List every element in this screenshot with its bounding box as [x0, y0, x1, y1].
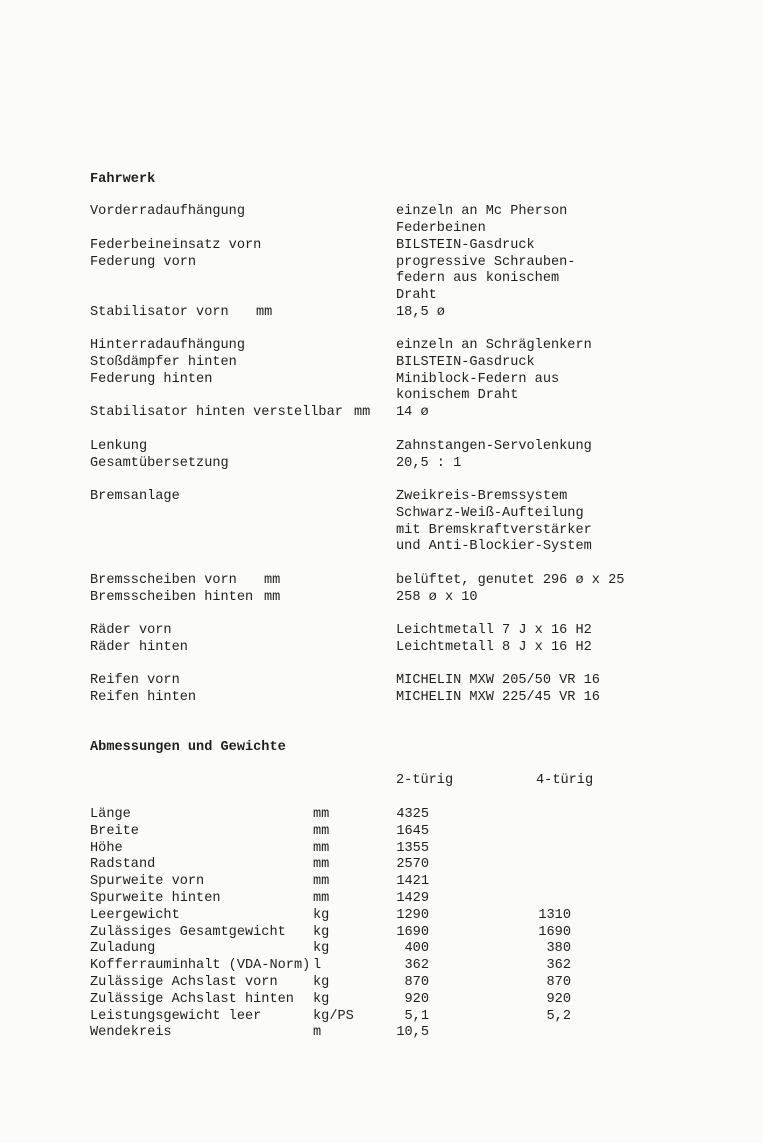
dimension-unit: mm [313, 840, 330, 856]
dimension-label: Länge [90, 807, 131, 822]
dimension-unit: mm [313, 807, 330, 822]
section-heading-fahrwerk: Fahrwerk [90, 172, 156, 187]
spec-value: Federbeinen [396, 221, 486, 236]
spec-value: einzeln an Schräglenkern [396, 338, 592, 353]
spec-value: 18,5 ø [396, 305, 445, 320]
spec-value: belüftet, genutet 296 ø x 25 [396, 573, 625, 588]
spec-value: konischem Draht [396, 388, 519, 403]
dimension-value-2door: 1355 [396, 840, 429, 856]
dimension-label: Zulässiges Gesamtgewicht [90, 924, 286, 940]
spec-label: Stabilisator vorn [90, 305, 229, 320]
spec-value: Schwarz-Weiß-Aufteilung [396, 506, 584, 521]
dimension-value-2door: 920 [404, 991, 429, 1007]
dimension-value-2door: 1429 [396, 891, 429, 906]
spec-value: 20,5 : 1 [396, 456, 462, 471]
dimension-label: Zuladung [90, 941, 156, 957]
spec-label: Federung hinten [90, 372, 213, 387]
dimension-label: Spurweite hinten [90, 891, 221, 906]
dimension-value-4door: 1690 [538, 924, 571, 940]
spec-label: Stabilisator hinten verstellbar [90, 405, 343, 420]
spec-label: Räder hinten [90, 640, 188, 655]
dimension-unit: mm [313, 874, 330, 890]
spec-value: federn aus konischem [396, 271, 560, 286]
dimension-unit: mm [313, 857, 330, 873]
spec-value: MICHELIN MXW 205/50 VR 16 [396, 673, 600, 688]
spec-label: Reifen hinten [90, 690, 197, 705]
spec-value: einzeln an Mc Pherson [396, 204, 568, 219]
spec-label: Bremsanlage [90, 489, 180, 504]
dimension-value-4door: 362 [546, 958, 571, 974]
spec-label: Lenkung [90, 439, 148, 454]
spec-value: 258 ø x 10 [396, 590, 478, 605]
dimension-label: Wendekreis [90, 1025, 172, 1041]
dimension-unit: l [313, 958, 322, 974]
spec-label: Bremsscheiben hinten [90, 590, 254, 605]
dimension-label: Spurweite vorn [90, 874, 205, 890]
spec-label: Bremsscheiben vorn [90, 573, 237, 588]
column-header-2door: 2-türig [396, 773, 454, 788]
spec-label: Federung vorn [90, 255, 197, 270]
spec-value: Leichtmetall 8 J x 16 H2 [396, 640, 592, 655]
dimension-unit: mm [313, 823, 330, 839]
dimension-label: Breite [90, 823, 139, 839]
dimension-value-2door: 5,1 [404, 1008, 429, 1024]
dimension-unit: kg [313, 991, 330, 1007]
dimension-label: Kofferrauminhalt (VDA-Norm) [90, 958, 311, 974]
spec-label: Federbeineinsatz vorn [90, 238, 262, 253]
dimension-unit: kg [313, 975, 330, 990]
spec-value: Draht [396, 288, 437, 303]
spec-value: mit Bremskraftverstärker [396, 523, 592, 538]
dimension-value-2door: 400 [404, 941, 429, 957]
dimension-unit: mm [313, 891, 330, 906]
dimension-unit: kg [313, 924, 330, 940]
dimension-value-2door: 1290 [396, 907, 429, 923]
spec-value: Zahnstangen-Servolenkung [396, 439, 592, 454]
spec-label: Räder vorn [90, 623, 172, 638]
dimension-value-2door: 2570 [396, 857, 429, 873]
dimension-value-4door: 920 [546, 991, 571, 1007]
spec-unit: mm [264, 590, 281, 605]
spec-unit: mm [264, 573, 281, 588]
dimension-label: Leergewicht [90, 907, 180, 923]
dimension-value-2door: 1690 [396, 924, 429, 940]
spec-value: Zweikreis-Bremssystem [396, 489, 568, 504]
dimension-value-2door: 1421 [396, 874, 429, 890]
spec-value: Leichtmetall 7 J x 16 H2 [396, 623, 592, 638]
dimension-value-4door: 380 [546, 941, 571, 957]
dimension-label: Leistungsgewicht leer [90, 1008, 262, 1024]
spec-label: Reifen vorn [90, 673, 180, 688]
spec-value: MICHELIN MXW 225/45 VR 16 [396, 690, 600, 705]
dimension-label: Höhe [90, 840, 123, 856]
dimension-value-4door: 870 [546, 975, 571, 990]
spec-unit: mm [354, 405, 371, 420]
spec-value: 14 ø [396, 405, 429, 420]
section-heading-abmessungen: Abmessungen und Gewichte [90, 740, 286, 755]
dimension-unit: kg/PS [313, 1008, 354, 1024]
dimension-value-2door: 1645 [396, 823, 429, 839]
spec-value: und Anti-Blockier-System [396, 539, 592, 554]
dimension-label: Zulässige Achslast hinten [90, 991, 294, 1007]
dimension-unit: kg [313, 941, 330, 957]
spec-value: BILSTEIN-Gasdruck [396, 355, 535, 370]
spec-label: Gesamtübersetzung [90, 456, 229, 471]
spec-value: progressive Schrauben- [396, 255, 576, 270]
dimension-unit: m [313, 1025, 322, 1041]
dimension-value-4door: 5,2 [546, 1008, 571, 1024]
dimension-value-2door: 362 [404, 958, 429, 974]
dimension-value-2door: 10,5 [396, 1025, 429, 1041]
dimension-label: Zulässige Achslast vorn [90, 975, 278, 990]
dimension-unit: kg [313, 907, 330, 923]
column-header-4door: 4-türig [536, 773, 594, 788]
spec-label: Vorderradaufhängung [90, 204, 245, 219]
dimension-label: Radstand [90, 857, 156, 873]
dimension-value-4door: 1310 [538, 907, 571, 923]
spec-label: Stoßdämpfer hinten [90, 355, 237, 370]
spec-value: BILSTEIN-Gasdruck [396, 238, 535, 253]
spec-value: Miniblock-Federn aus [396, 372, 560, 387]
spec-label: Hinterradaufhängung [90, 338, 245, 353]
spec-unit: mm [256, 305, 273, 320]
dimension-value-2door: 870 [404, 975, 429, 990]
dimension-value-2door: 4325 [396, 807, 429, 822]
